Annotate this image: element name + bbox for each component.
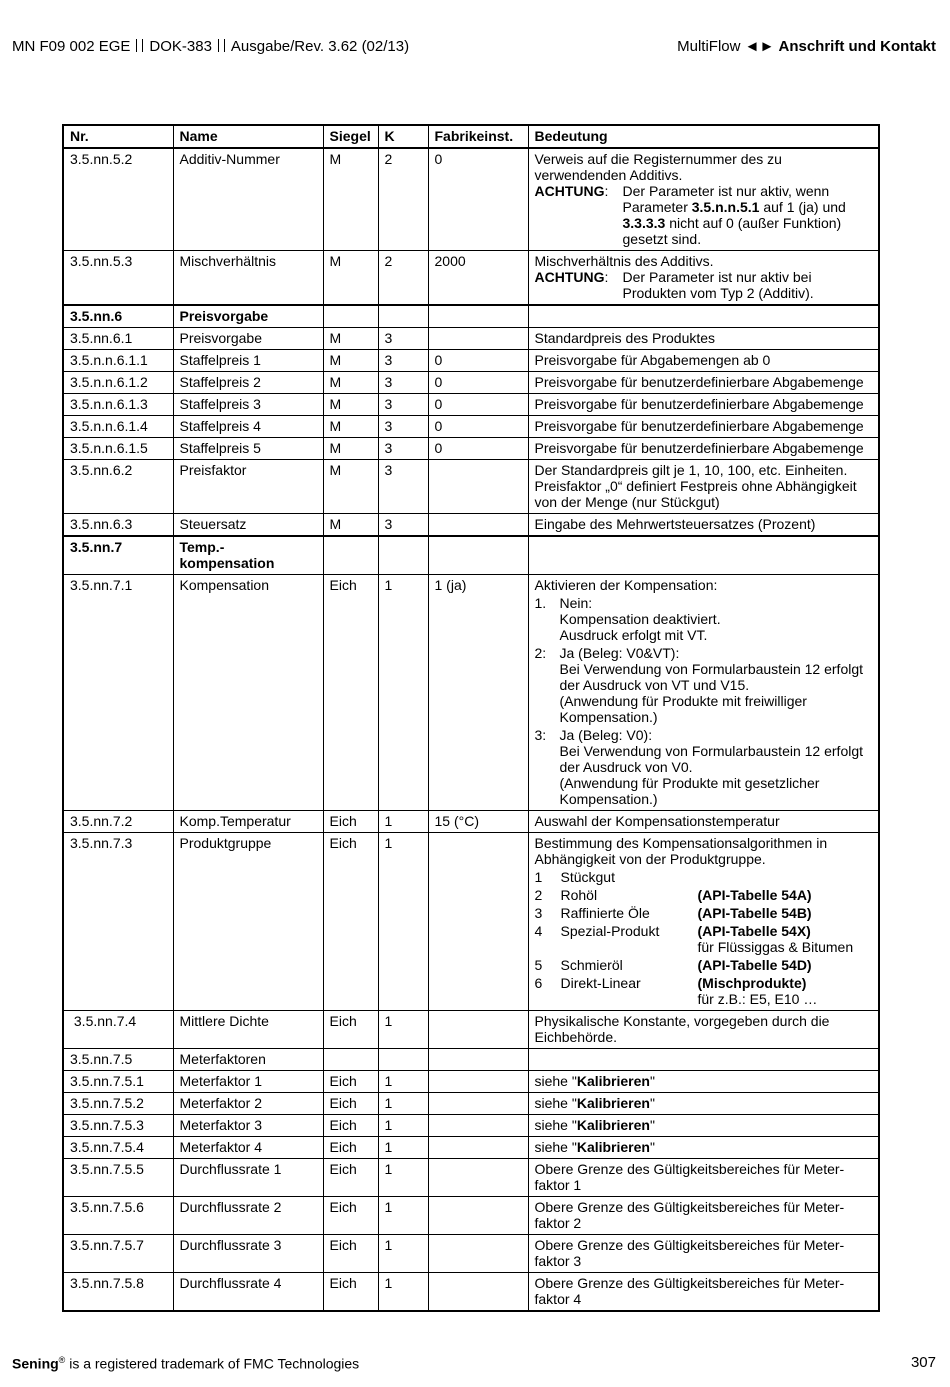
dok-number: DOK-383: [149, 38, 212, 55]
list-item: 3: Ja (Beleg: V0): Bei Verwendung von Formularbaustein 12 erfolgt der Ausdruck von V0. (Anwendung für Produkte mit gesetzlicher Kompensation.): [534, 727, 864, 807]
registered-mark: ®: [58, 1355, 66, 1365]
cell-k: 3: [378, 514, 428, 537]
section-name: Temp.-kompensation: [173, 536, 323, 575]
list-item: 2: Ja (Beleg: V0&VT): Bei Verwendung von Formularbaustein 12 erfolgt der Ausdruck von VT und V15. (Anwendung für Produkte mit freiwilliger Kompensation.): [534, 645, 864, 725]
warning-text: Der Parameter ist nur aktiv, wenn Parameter 3.5.n.n.5.1 auf 1 (ja) und 3.3.3.3 nicht auf 0 (außer Funktion) gesetzt sind.: [622, 183, 846, 247]
table-row: [63, 1137, 879, 1159]
cell-siegel: M: [323, 460, 378, 514]
cell-bedeutung: Preisvorgabe für benutzerdefinierbare Abgabemenge: [528, 416, 879, 438]
cell-bedeutung: Standardpreis des Produktes: [528, 328, 879, 350]
cell-bedeutung: Preisvorgabe für benutzerdefinierbare Abgabemenge: [528, 394, 879, 416]
cell-nr: 3.5.nn.7.5.8: [63, 1273, 173, 1312]
cell-k: 3: [378, 350, 428, 372]
cell-siegel: Eich: [323, 575, 378, 811]
list-item: 1. Nein: Kompensation deaktiviert. Ausdruck erfolgt mit VT.: [534, 595, 721, 643]
section-name: Preisvorgabe: [173, 305, 323, 328]
table-row: [63, 833, 879, 1011]
product-group-item: 6 Direkt-Linear (Mischprodukte) für z.B.: E5, E10 …: [534, 975, 818, 1007]
table-row: [63, 350, 879, 372]
cell-bedeutung: Obere Grenze des Gültigkeitsbereiches für Meter-faktor 3: [528, 1235, 879, 1273]
header-left: [12, 38, 409, 55]
cell-k: 3: [378, 394, 428, 416]
cell-fab: 0: [428, 350, 528, 372]
cell-siegel: M: [323, 514, 378, 537]
cell-k: 1: [378, 575, 428, 811]
cell-bedeutung: Physikalische Konstante, vorgegeben durch die Eichbehörde.: [528, 1011, 879, 1049]
col-header-bedeutung: Bedeutung: [528, 125, 879, 148]
cell-fab: [428, 1115, 528, 1137]
cell-nr: 3.5.nn.7.5: [63, 1049, 173, 1071]
cell-nr: 3.5.nn.7.2: [63, 811, 173, 833]
cell-nr: 3.5.n.n.6.1.3: [63, 394, 173, 416]
cell-bedeutung: Obere Grenze des Gültigkeitsbereiches für Meter-faktor 1: [528, 1159, 879, 1197]
cell-siegel: Eich: [323, 1197, 378, 1235]
cell-bedeutung: Obere Grenze des Gültigkeitsbereiches für Meter-faktor 4: [528, 1273, 879, 1312]
cell-name: Steuersatz: [173, 514, 323, 537]
cell-siegel: M: [323, 416, 378, 438]
cell-name: Staffelpreis 1: [173, 350, 323, 372]
table-row: [63, 1011, 879, 1049]
cell-k: 3: [378, 372, 428, 394]
table-row: [63, 1115, 879, 1137]
warning-label: ACHTUNG :: [535, 183, 623, 247]
cell-k: 1: [378, 1137, 428, 1159]
trademark-text: is a registered trademark of FMC Technologies: [65, 1355, 360, 1372]
cell-bedeutung: [528, 1049, 879, 1071]
cell-name: Durchflussrate 2: [173, 1197, 323, 1235]
cell-nr: 3.5.nn.7.5.3: [63, 1115, 173, 1137]
cell-k: 1: [378, 1093, 428, 1115]
cell-bedeutung: siehe "Kalibrieren": [528, 1115, 879, 1137]
cell-k: 1: [378, 1235, 428, 1273]
product-group-item: 1 Stückgut: [534, 869, 615, 885]
cell-fab: 1 (ja): [428, 575, 528, 811]
page-number: 307: [910, 1354, 936, 1371]
cell-k: 3: [378, 416, 428, 438]
warning-note: [535, 183, 873, 247]
cell-fab: [428, 1197, 528, 1235]
cell-bedeutung: Preisvorgabe für Abgabemengen ab 0: [528, 350, 879, 372]
cell-fab: [428, 1137, 528, 1159]
cell-siegel: Eich: [323, 1159, 378, 1197]
cell-k: 1: [378, 1115, 428, 1137]
cell-siegel: Eich: [323, 1235, 378, 1273]
cell-nr: 3.5.nn.5.2: [63, 148, 173, 251]
table-row: [63, 1273, 879, 1312]
cell-siegel: Eich: [323, 811, 378, 833]
description: Verweis auf die Registernummer des zu verwendenden Additivs.: [534, 151, 782, 183]
nav-arrows-icon: ◄►: [744, 38, 775, 55]
cell-bedeutung: [528, 833, 879, 1011]
product-group-item: 4 Spezial-Produkt (API-Tabelle 54X) für Flüssiggas & Bitumen: [534, 923, 854, 955]
cell-name: Meterfaktor 3: [173, 1115, 323, 1137]
cell-siegel: Eich: [323, 1115, 378, 1137]
cell-fab: 0: [428, 416, 528, 438]
cell-bedeutung: [528, 575, 879, 811]
table-row: [63, 514, 879, 537]
description: Aktivieren der Kompensation:: [534, 577, 718, 593]
cell-name: Preisvorgabe: [173, 328, 323, 350]
cell-siegel: Eich: [323, 1011, 378, 1049]
table-row: [63, 460, 879, 514]
cell-fab: [428, 328, 528, 350]
cell-bedeutung: [528, 148, 879, 251]
col-header-name: Name: [173, 125, 323, 148]
table-row: [63, 1159, 879, 1197]
table-row: [63, 438, 879, 460]
warning-text: Der Parameter ist nur aktiv bei Produkten vom Typ 2 (Additiv).: [622, 269, 814, 301]
cell-fab: [428, 833, 528, 1011]
cell-siegel: Eich: [323, 1273, 378, 1312]
cell-fab: [428, 460, 528, 514]
cell-bedeutung: siehe "Kalibrieren": [528, 1137, 879, 1159]
cell-name: Durchflussrate 1: [173, 1159, 323, 1197]
cell-nr: 3.5.nn.6.3: [63, 514, 173, 537]
cell-nr: 3.5.nn.7.5.4: [63, 1137, 173, 1159]
footer-trademark: [12, 1355, 359, 1372]
cell-nr: 3.5.n.n.6.1.1: [63, 350, 173, 372]
cell-bedeutung: Preisvorgabe für benutzerdefinierbare Abgabemenge: [528, 372, 879, 394]
cell-fab: [428, 514, 528, 537]
cell-bedeutung: siehe "Kalibrieren": [528, 1071, 879, 1093]
cell-nr: 3.5.nn.7.5.2: [63, 1093, 173, 1115]
cell-bedeutung: Obere Grenze des Gültigkeitsbereiches für Meter-faktor 2: [528, 1197, 879, 1235]
cell-nr: 3.5.nn.6.1: [63, 328, 173, 350]
section-row: [63, 305, 879, 328]
cell-nr: 3.5.nn.7.5.6: [63, 1197, 173, 1235]
section-nr: 3.5.nn.7: [63, 536, 173, 575]
cell-fab: 0: [428, 394, 528, 416]
cell-bedeutung: [528, 251, 879, 306]
cell-name: Meterfaktor 4: [173, 1137, 323, 1159]
cell-k: 1: [378, 1273, 428, 1312]
cell-name: Durchflussrate 4: [173, 1273, 323, 1312]
cell-fab: [428, 1273, 528, 1312]
cell-name: Meterfaktoren: [173, 1049, 323, 1071]
table-row: [63, 811, 879, 833]
cell-name: Staffelpreis 3: [173, 394, 323, 416]
cell-name: Staffelpreis 4: [173, 416, 323, 438]
section-nr: 3.5.nn.6: [63, 305, 173, 328]
section-title: Anschrift und Kontakt: [778, 38, 936, 55]
cell-siegel: Eich: [323, 1093, 378, 1115]
cell-fab: [428, 1049, 528, 1071]
cell-name: Meterfaktor 1: [173, 1071, 323, 1093]
cell-bedeutung: siehe "Kalibrieren": [528, 1093, 879, 1115]
cell-siegel: M: [323, 350, 378, 372]
cell-nr: 3.5.n.n.6.1.5: [63, 438, 173, 460]
cell-fab: [428, 1071, 528, 1093]
col-header-siegel: Siegel: [323, 125, 378, 148]
cell-siegel: M: [323, 148, 378, 251]
warning-note: [535, 269, 873, 301]
cell-name: Additiv-Nummer: [173, 148, 323, 251]
cell-k: 1: [378, 833, 428, 1011]
cell-name: Mittlere Dichte: [173, 1011, 323, 1049]
table-row: [63, 148, 879, 251]
cell-bedeutung: Der Standardpreis gilt je 1, 10, 100, etc. Einheiten. Preisfaktor „0“ definiert Festpreis ohne Abhängigkeit von der Menge (nur Stückgut): [528, 460, 879, 514]
cell-bedeutung: Preisvorgabe für benutzerdefinierbare Abgabemenge: [528, 438, 879, 460]
revision: Ausgabe/Rev. 3.62 (02/13): [230, 38, 410, 55]
separator: [136, 39, 143, 52]
cell-nr: 3.5.nn.7.3: [63, 833, 173, 1011]
description: Mischverhältnis des Additivs.: [534, 253, 714, 269]
cell-nr: 3.5.nn.7.4: [63, 1011, 173, 1049]
cell-k: 3: [378, 460, 428, 514]
cell-siegel: M: [323, 438, 378, 460]
brand-name: Sening: [12, 1355, 59, 1372]
cell-k: [378, 1049, 428, 1071]
cell-k: 1: [378, 1197, 428, 1235]
product-name: MultiFlow: [677, 38, 741, 55]
cell-nr: 3.5.n.n.6.1.2: [63, 372, 173, 394]
warning-label: ACHTUNG :: [535, 269, 623, 301]
cell-nr: 3.5.nn.7.5.5: [63, 1159, 173, 1197]
cell-siegel: M: [323, 372, 378, 394]
cell-fab: 0: [428, 372, 528, 394]
cell-name: Kompensation: [173, 575, 323, 811]
table-row: [63, 1049, 879, 1071]
cell-name: Staffelpreis 5: [173, 438, 323, 460]
cell-fab: 0: [428, 438, 528, 460]
cell-nr: 3.5.nn.7.5.7: [63, 1235, 173, 1273]
cell-fab: [428, 1159, 528, 1197]
section-row: [63, 536, 879, 575]
product-group-item: 3 Raffinierte Öle (API-Tabelle 54B): [534, 905, 812, 921]
description: Bestimmung des Kompensationsalgorithmen in Abhängigkeit von der Produktgruppe.: [534, 835, 828, 867]
cell-fab: 15 (°C): [428, 811, 528, 833]
cell-nr: 3.5.nn.5.3: [63, 251, 173, 306]
cell-k: 1: [378, 1159, 428, 1197]
cell-k: 1: [378, 811, 428, 833]
cell-siegel: [323, 1049, 378, 1071]
cell-siegel: M: [323, 394, 378, 416]
col-header-nr: Nr.: [63, 125, 173, 148]
table-row: [63, 1197, 879, 1235]
cell-k: 2: [378, 251, 428, 306]
table-header-row: [63, 125, 879, 148]
cell-k: 1: [378, 1071, 428, 1093]
cell-fab: 0: [428, 148, 528, 251]
cell-name: Meterfaktor 2: [173, 1093, 323, 1115]
col-header-k: K: [378, 125, 428, 148]
cell-name: Staffelpreis 2: [173, 372, 323, 394]
cell-siegel: Eich: [323, 833, 378, 1011]
table-row: [63, 328, 879, 350]
table-row: [63, 416, 879, 438]
cell-name: Mischverhältnis: [173, 251, 323, 306]
parameter-table: [62, 124, 880, 1312]
cell-siegel: Eich: [323, 1071, 378, 1093]
cell-k: 3: [378, 328, 428, 350]
cell-siegel: M: [323, 328, 378, 350]
cell-fab: [428, 1093, 528, 1115]
separator: [218, 39, 225, 52]
col-header-fabrikeinst: Fabrikeinst.: [428, 125, 528, 148]
cell-name: Durchflussrate 3: [173, 1235, 323, 1273]
cell-fab: 2000: [428, 251, 528, 306]
cell-k: 2: [378, 148, 428, 251]
cell-bedeutung: Eingabe des Mehrwertsteuersatzes (Prozent): [528, 514, 879, 537]
table-row: [63, 1071, 879, 1093]
cell-k: 3: [378, 438, 428, 460]
table-row: [63, 372, 879, 394]
cell-bedeutung: Auswahl der Kompensationstemperatur: [528, 811, 879, 833]
table-row: [63, 575, 879, 811]
header-right: [677, 38, 936, 55]
cell-name: Produktgruppe: [173, 833, 323, 1011]
cell-nr: 3.5.nn.7.5.1: [63, 1071, 173, 1093]
cell-name: Komp.Temperatur: [173, 811, 323, 833]
table-row: [63, 1235, 879, 1273]
cell-k: 1: [378, 1011, 428, 1049]
cell-fab: [428, 1235, 528, 1273]
table-row: [63, 251, 879, 306]
cell-fab: [428, 1011, 528, 1049]
cell-nr: 3.5.nn.7.1: [63, 575, 173, 811]
table-row: [63, 394, 879, 416]
cell-siegel: Eich: [323, 1137, 378, 1159]
product-group-item: 2 Rohöl (API-Tabelle 54A): [534, 887, 812, 903]
doc-id: MN F09 002 EGE: [12, 38, 131, 55]
cell-name: Preisfaktor: [173, 460, 323, 514]
cell-nr: 3.5.n.n.6.1.4: [63, 416, 173, 438]
product-group-item: 5 Schmieröl (API-Tabelle 54D): [534, 957, 812, 973]
cell-siegel: M: [323, 251, 378, 306]
cell-nr: 3.5.nn.6.2: [63, 460, 173, 514]
table-row: [63, 1093, 879, 1115]
